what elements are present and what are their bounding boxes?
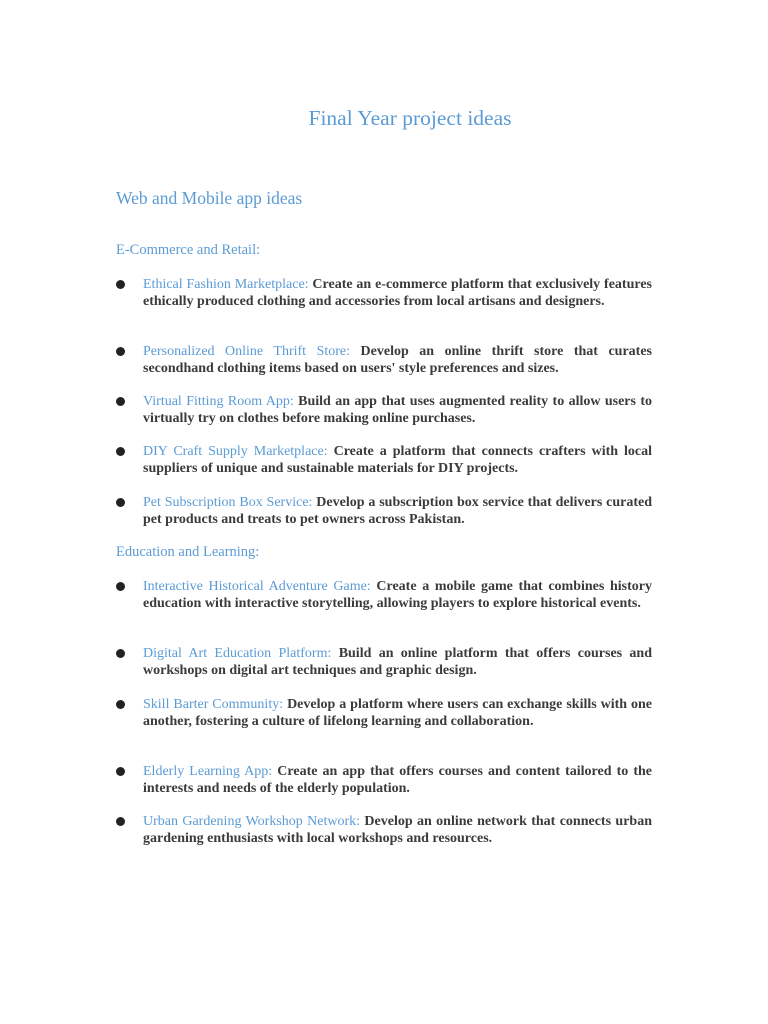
item-description: Develop a subscription box service that delivers curated pet products and treats to pet owners across Pakistan. — [143, 495, 652, 527]
bullet-icon — [116, 582, 125, 591]
list-item-text — [143, 645, 652, 679]
item-description: Develop a platform where users can exchange skills with one another, fostering a culture of lifelong learning and collaboration. — [143, 697, 653, 729]
list-item-text — [143, 443, 652, 477]
item-description: Develop an online thrift store that curates secondhand clothing items based on users' style preferences and sizes. — [143, 344, 653, 376]
bullet-icon — [116, 280, 125, 289]
list-item-text — [143, 393, 652, 427]
subsection-education-title: Education and Learning: — [116, 544, 260, 560]
item-title: Personalized Online Thrift Store: — [143, 344, 351, 359]
list-item-text — [143, 763, 652, 797]
item-title: Digital Art Education Platform: — [143, 646, 332, 661]
bullet-icon — [116, 767, 125, 776]
bullet-icon — [116, 700, 125, 709]
bullet-icon — [116, 498, 125, 507]
list-item-text — [143, 578, 652, 612]
bullet-icon — [116, 397, 125, 406]
bullet-icon — [116, 347, 125, 356]
list-item-text — [143, 276, 652, 310]
item-description: Create an e-commerce platform that exclusively features ethically produced clothing and accessories from local artisans and designers. — [143, 277, 652, 309]
item-title: DIY Craft Supply Marketplace: — [143, 444, 328, 459]
item-description: Create an app that offers courses and content tailored to the interests and needs of the elderly population. — [143, 764, 653, 796]
item-title: Pet Subscription Box Service: — [143, 495, 313, 510]
list-item-text — [143, 813, 652, 847]
item-description: Create a mobile game that combines history education with interactive storytelling, allowing players to explore historical events. — [143, 579, 652, 611]
item-title: Interactive Historical Adventure Game: — [143, 579, 371, 594]
list-item-text — [143, 696, 652, 730]
item-title: Virtual Fitting Room App: — [143, 394, 294, 409]
item-description: Build an online platform that offers courses and workshops on digital art techniques and graphic design. — [143, 646, 653, 678]
bullet-icon — [116, 817, 125, 826]
item-description: Create a platform that connects crafters with local suppliers of unique and sustainable materials for DIY projects. — [143, 444, 653, 476]
item-title: Ethical Fashion Marketplace: — [143, 277, 309, 292]
item-description: Build an app that uses augmented reality to allow users to virtually try on clothes before making online purchases. — [143, 394, 653, 426]
item-title: Urban Gardening Workshop Network: — [143, 814, 361, 829]
bullet-icon — [116, 649, 125, 658]
list-item-text — [143, 494, 652, 528]
section-heading: Web and Mobile app ideas — [116, 188, 303, 208]
item-description: Develop an online network that connects urban gardening enthusiasts with local workshops and resources. — [143, 814, 652, 846]
item-title: Elderly Learning App: — [143, 764, 273, 779]
subsection-ecommerce-title: E-Commerce and Retail: — [116, 242, 261, 258]
document-title: Final Year project ideas — [308, 106, 512, 130]
list-item-text — [143, 343, 652, 377]
bullet-icon — [116, 447, 125, 456]
item-title: Skill Barter Community: — [143, 697, 284, 712]
